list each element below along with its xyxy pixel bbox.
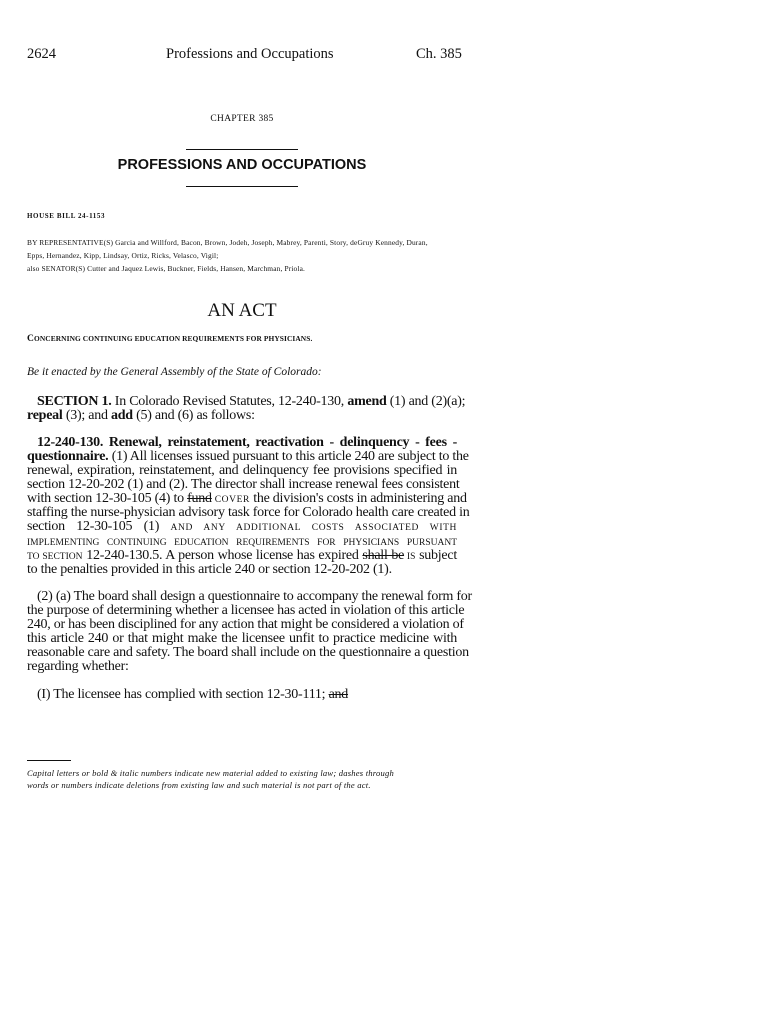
act-title xyxy=(27,334,312,344)
added-text: IMPLEMENTING CONTINUING EDUCATION REQUIREMENTS FOR PHYSICIANS PURSUANT xyxy=(27,538,457,548)
page-number: 2624 xyxy=(27,46,56,62)
sponsors-line-3: also SENATOR(S) Cutter and Jaquez Lewis, Buckner, Fields, Hansen, Marchman, Priola. xyxy=(27,264,306,273)
chapter-reference: Ch. 385 xyxy=(416,46,462,62)
added-text: AND ANY ADDITIONAL COSTS ASSOCIATED WITH xyxy=(170,523,458,533)
title-rule-top xyxy=(186,149,298,150)
statute-line-10: to the penalties provided in this article 240 or section 12-20-202 (1). xyxy=(27,562,392,577)
deleted-text: shall be xyxy=(362,548,405,563)
paragraph-2-line-2: the purpose of determining whether a licensee has acted in violation of this article xyxy=(27,603,465,618)
section-1-line-2: repeal (3); and add (5) and (6) as follows: xyxy=(27,408,255,423)
chapter-label: CHAPTER 385 xyxy=(210,114,274,124)
act-title-initial: C xyxy=(27,334,34,344)
statute-line-2: questionnaire. (1) All licenses issued pursuant to this article 240 are subject to the xyxy=(27,449,469,464)
statute-line-9: TO SECTION 12-240-130.5. A person whose license has expired shall be IS subject xyxy=(27,548,458,563)
bill-number: HOUSE BILL 24-1153 xyxy=(27,212,106,220)
statute-line-5: with section 12-30-105 (4) to fund COVER the division's costs in administering and xyxy=(27,491,467,506)
footnote-line-2: words or numbers indicate deletions from existing law and such material is not part of the act. xyxy=(27,780,371,790)
added-text: TO SECTION xyxy=(27,552,83,562)
item-i: (I) The licensee has complied with section 12-30-111; and xyxy=(37,687,349,702)
title-rule-bottom xyxy=(186,186,298,187)
statute-line-7: section 12-30-105 (1) AND ANY ADDITIONAL COSTS ASSOCIATED WITH xyxy=(27,519,458,534)
added-text: IS xyxy=(404,552,416,562)
paragraph-2-line-5: reasonable care and safety. The board shall include on the questionnaire a question xyxy=(27,645,469,660)
paragraph-2-line-6: regarding whether: xyxy=(27,659,129,674)
act-heading: AN ACT xyxy=(207,300,277,321)
footnote-line-1: Capital letters or bold & italic numbers indicate new material added to existing law; dashes through xyxy=(27,768,394,778)
statute-line-6: staffing the nurse-physician advisory task force for Colorado health care created in xyxy=(27,505,470,520)
footnote-rule xyxy=(27,760,71,761)
paragraph-2-line-3: 240, or has been disciplined for any action that might be considered a violation of xyxy=(27,617,464,632)
document-title: PROFESSIONS AND OCCUPATIONS xyxy=(117,157,367,173)
section-1-line-1: SECTION 1. In Colorado Revised Statutes, 12-240-130, amend (1) and (2)(a); xyxy=(37,394,466,409)
sponsors-line-2: Epps, Hernandez, Kipp, Lindsay, Ortiz, Ricks, Velasco, Vigil; xyxy=(27,251,219,260)
section-label: SECTION 1. xyxy=(37,394,112,409)
paragraph-2-line-4: this article 240 or that might make the licensee unfit to practice medicine with xyxy=(27,631,457,646)
added-text: COVER xyxy=(211,495,250,505)
act-title-rest: ONCERNING CONTINUING EDUCATION REQUIREMENTS FOR PHYSICIANS. xyxy=(33,334,313,343)
paragraph-2-line-1: (2) (a) The board shall design a questionnaire to accompany the renewal form for xyxy=(37,589,472,604)
sponsors-line-1: BY REPRESENTATIVE(S) Garcia and Willford, Bacon, Brown, Jodeh, Joseph, Mabrey, Parenti, Story, deGruy Kennedy, Duran, xyxy=(27,238,428,247)
statute-heading: 12-240-130. Renewal, reinstatement, reactivation - delinquency - fees - xyxy=(37,435,457,450)
running-title: Professions and Occupations xyxy=(166,46,334,62)
deleted-text: fund xyxy=(187,491,212,506)
statute-line-4: section 12-20-202 (1) and (2). The director shall increase renewal fees consistent xyxy=(27,477,460,492)
enacting-clause: Be it enacted by the General Assembly of the State of Colorado: xyxy=(27,366,322,378)
statute-line-3: renewal, expiration, reinstatement, and delinquency fee provisions specified in xyxy=(27,463,457,478)
deleted-text: and xyxy=(328,687,349,702)
